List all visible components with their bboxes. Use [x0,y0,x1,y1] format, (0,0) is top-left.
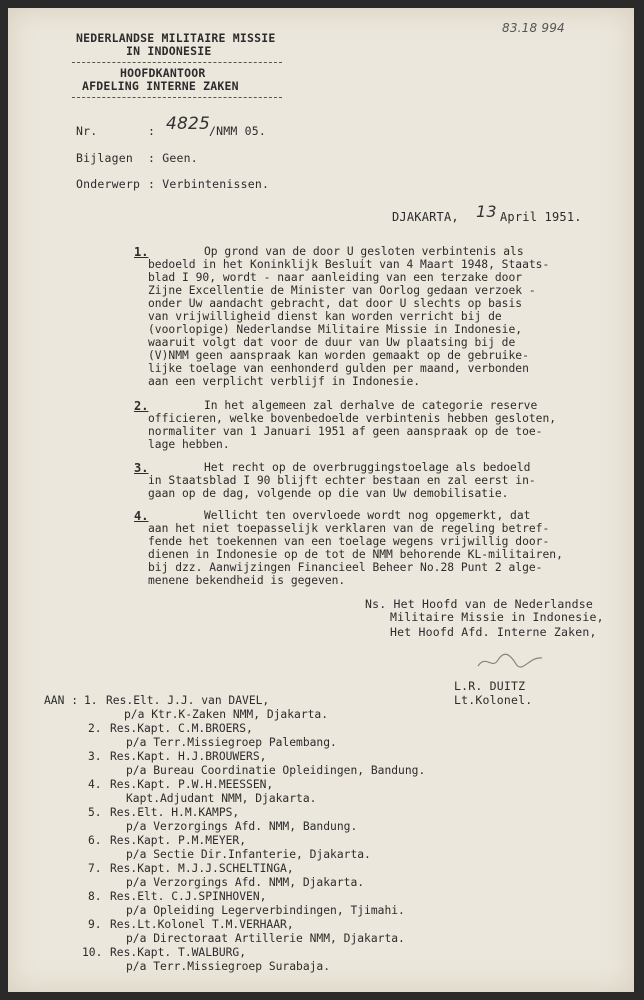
distribution-entry-name: Res.Elt. J.J. van DAVEL, [106,694,270,707]
closing-line: Ns. Het Hoofd van de Nederlandse [365,597,593,611]
paragraph-1-line: onder Uw aandacht gebracht, dat door U slechts op basis [148,297,523,310]
distribution-entry-unit: p/a Bureau Coordinatie Opleidingen, Bandung. [126,764,426,777]
distribution-entry-number: 1. [84,694,98,707]
paragraph-2-line: lage hebben. [148,438,230,451]
letterhead-line4: AFDELING INTERNE ZAKEN [82,79,239,93]
paragraph-2-line: In het algemeen zal derhalve de categorie reserve [204,399,538,412]
date-place: DJAKARTA, [392,210,459,224]
distribution-entry-name: Res.Kapt. P.W.H.MEESSEN, [110,778,274,791]
handwritten-signature [476,650,546,672]
nr-label: Nr. [76,124,98,138]
bijlagen-value: : Geen. [148,151,198,165]
signer-name: L.R. DUITZ [454,679,526,693]
letterhead-line3: HOOFDKANTOOR [120,66,206,80]
distribution-entry-name: Res.Lt.Kolonel T.M.VERHAAR, [110,918,294,931]
distribution-entry-unit: p/a Terr.Missiegroep Surabaja. [126,960,331,973]
distribution-entry-name: Res.Kapt. T.WALBURG, [110,946,247,959]
closing-line: Het Hoofd Afd. Interne Zaken, [390,625,597,639]
paragraph-number: 3. [134,461,149,475]
distribution-entry-number: 5. [88,806,102,819]
paragraph-1-line: (voorlopige) Nederlandse Militaire Missie in Indonesie, [148,323,523,336]
letterhead-line1: NEDERLANDSE MILITAIRE MISSIE [76,31,276,45]
archive-reference: 83.18 994 [502,21,565,35]
paragraph-1-line: waaruit volgt dat voor de duur van Uw plaatsing bij de [148,336,516,349]
paragraph-2-line: normaliter van 1 Januari 1951 af geen aanspraak op de toe- [148,425,543,438]
distribution-entry-unit: p/a Verzorgings Afd. NMM, Djakarta. [126,876,365,889]
nr-handwritten-number: 4825 [166,114,211,134]
letterhead-line2: IN INDONESIE [126,44,212,58]
distribution-entry-number: 9. [88,918,102,931]
date-month-year: April 1951. [500,210,582,224]
distribution-entry-name: Res.Kapt. P.M.MEYER, [110,834,247,847]
paragraph-1-line: aan een verplicht verblijf in Indonesie. [148,375,421,388]
distribution-entry-unit: p/a Terr.Missiegroep Palembang. [126,736,337,749]
bijlagen-label: Bijlagen [76,151,133,165]
closing-line: Militaire Missie in Indonesie, [390,610,604,624]
date-handwritten-day: 13 [476,202,497,221]
paragraph-4-line: dienen in Indonesie op de tot de NMM behorende KL-militairen, [148,548,563,561]
paragraph-number: 2. [134,399,149,413]
signer-rank: Lt.Kolonel. [454,693,533,707]
paragraph-number: 1. [134,245,149,259]
distribution-entry-number: 6. [88,834,102,847]
distribution-entry-number: 10. [82,946,103,959]
distribution-entry-unit: p/a Opleiding Legerverbindingen, Tjimahi. [126,904,405,917]
paragraph-1-line: lijke toelage van eenhonderd gulden per maand, verbonden [148,362,529,375]
distribution-entry-unit: p/a Directoraat Artillerie NMM, Djakarta. [126,932,405,945]
distribution-entry-number: 4. [88,778,102,791]
paragraph-4-line: Wellicht ten overvloede wordt nog opgemerkt, dat [204,509,531,522]
paragraph-3-line: Het recht op de overbruggingstoelage als bedoeld [204,461,531,474]
paragraph-1-line: (V)NMM geen aanspraak kan worden gemaakt op de gebruike- [148,349,529,362]
paragraph-4-line: fende het toekennen van een toelage wegens vrijwillig door- [148,535,550,548]
separator-line [72,62,282,63]
separator-line [72,97,282,98]
distribution-label: AAN : [44,694,79,707]
distribution-entry-number: 3. [88,750,102,763]
distribution-entry-number: 8. [88,890,102,903]
onderwerp-value: : Verbintenissen. [148,177,270,191]
distribution-entry-name: Res.Kapt. H.J.BROUWERS, [110,750,267,763]
paragraph-2-line: officieren, welke bovenbedoelde verbintenis hebben gesloten, [148,412,557,425]
onderwerp-label: Onderwerp [76,177,141,191]
document-page [8,8,634,992]
distribution-entry-unit: p/a Ktr.K-Zaken NMM, Djakarta. [124,708,329,721]
distribution-entry-name: Res.Kapt. M.J.J.SCHELTINGA, [110,862,294,875]
paragraph-3-line: in Staatsblad I 90 blijft echter bestaan en zal eerst in- [148,474,536,487]
distribution-entry-name: Res.Elt. H.M.KAMPS, [110,806,240,819]
paragraph-3-line: gaan op de dag, volgende op die van Uw demobilisatie. [148,487,509,500]
distribution-entry-name: Res.Elt. C.J.SPINHOVEN, [110,890,267,903]
distribution-entry-number: 7. [88,862,102,875]
paragraph-4-line: menene bekendheid is gegeven. [148,574,346,587]
paragraph-1-line: van vrijwilligheid dienst kan worden verricht bij de [148,310,502,323]
distribution-entry-unit: Kapt.Adjudant NMM, Djakarta. [126,792,317,805]
nr-suffix: /NMM 05. [209,124,266,138]
paragraph-4-line: aan het niet toepasselijk verklaren van de regeling betref- [148,522,550,535]
paragraph-1-line: Op grond van de door U gesloten verbintenis als [204,245,524,258]
distribution-entry-number: 2. [88,722,102,735]
paragraph-1-line: bedoeld in het Koninklijk Besluit van 4 Maart 1948, Staats- [148,258,550,271]
paragraph-4-line: bij dzz. Aanwijzingen Financieel Beheer No.28 Punt 2 alge- [148,561,543,574]
distribution-entry-unit: p/a Sectie Dir.Infanterie, Djakarta. [126,848,371,861]
nr-colon: : [148,124,156,138]
distribution-entry-name: Res.Kapt. C.M.BROERS, [110,722,253,735]
paragraph-1-line: Zijne Excellentie de Minister van Oorlog gedaan verzoek - [148,284,536,297]
paragraph-1-line: blad I 90, wordt - naar aanleiding van een terzake door [148,271,523,284]
distribution-entry-unit: p/a Verzorgings Afd. NMM, Bandung. [126,820,358,833]
paragraph-number: 4. [134,509,149,523]
